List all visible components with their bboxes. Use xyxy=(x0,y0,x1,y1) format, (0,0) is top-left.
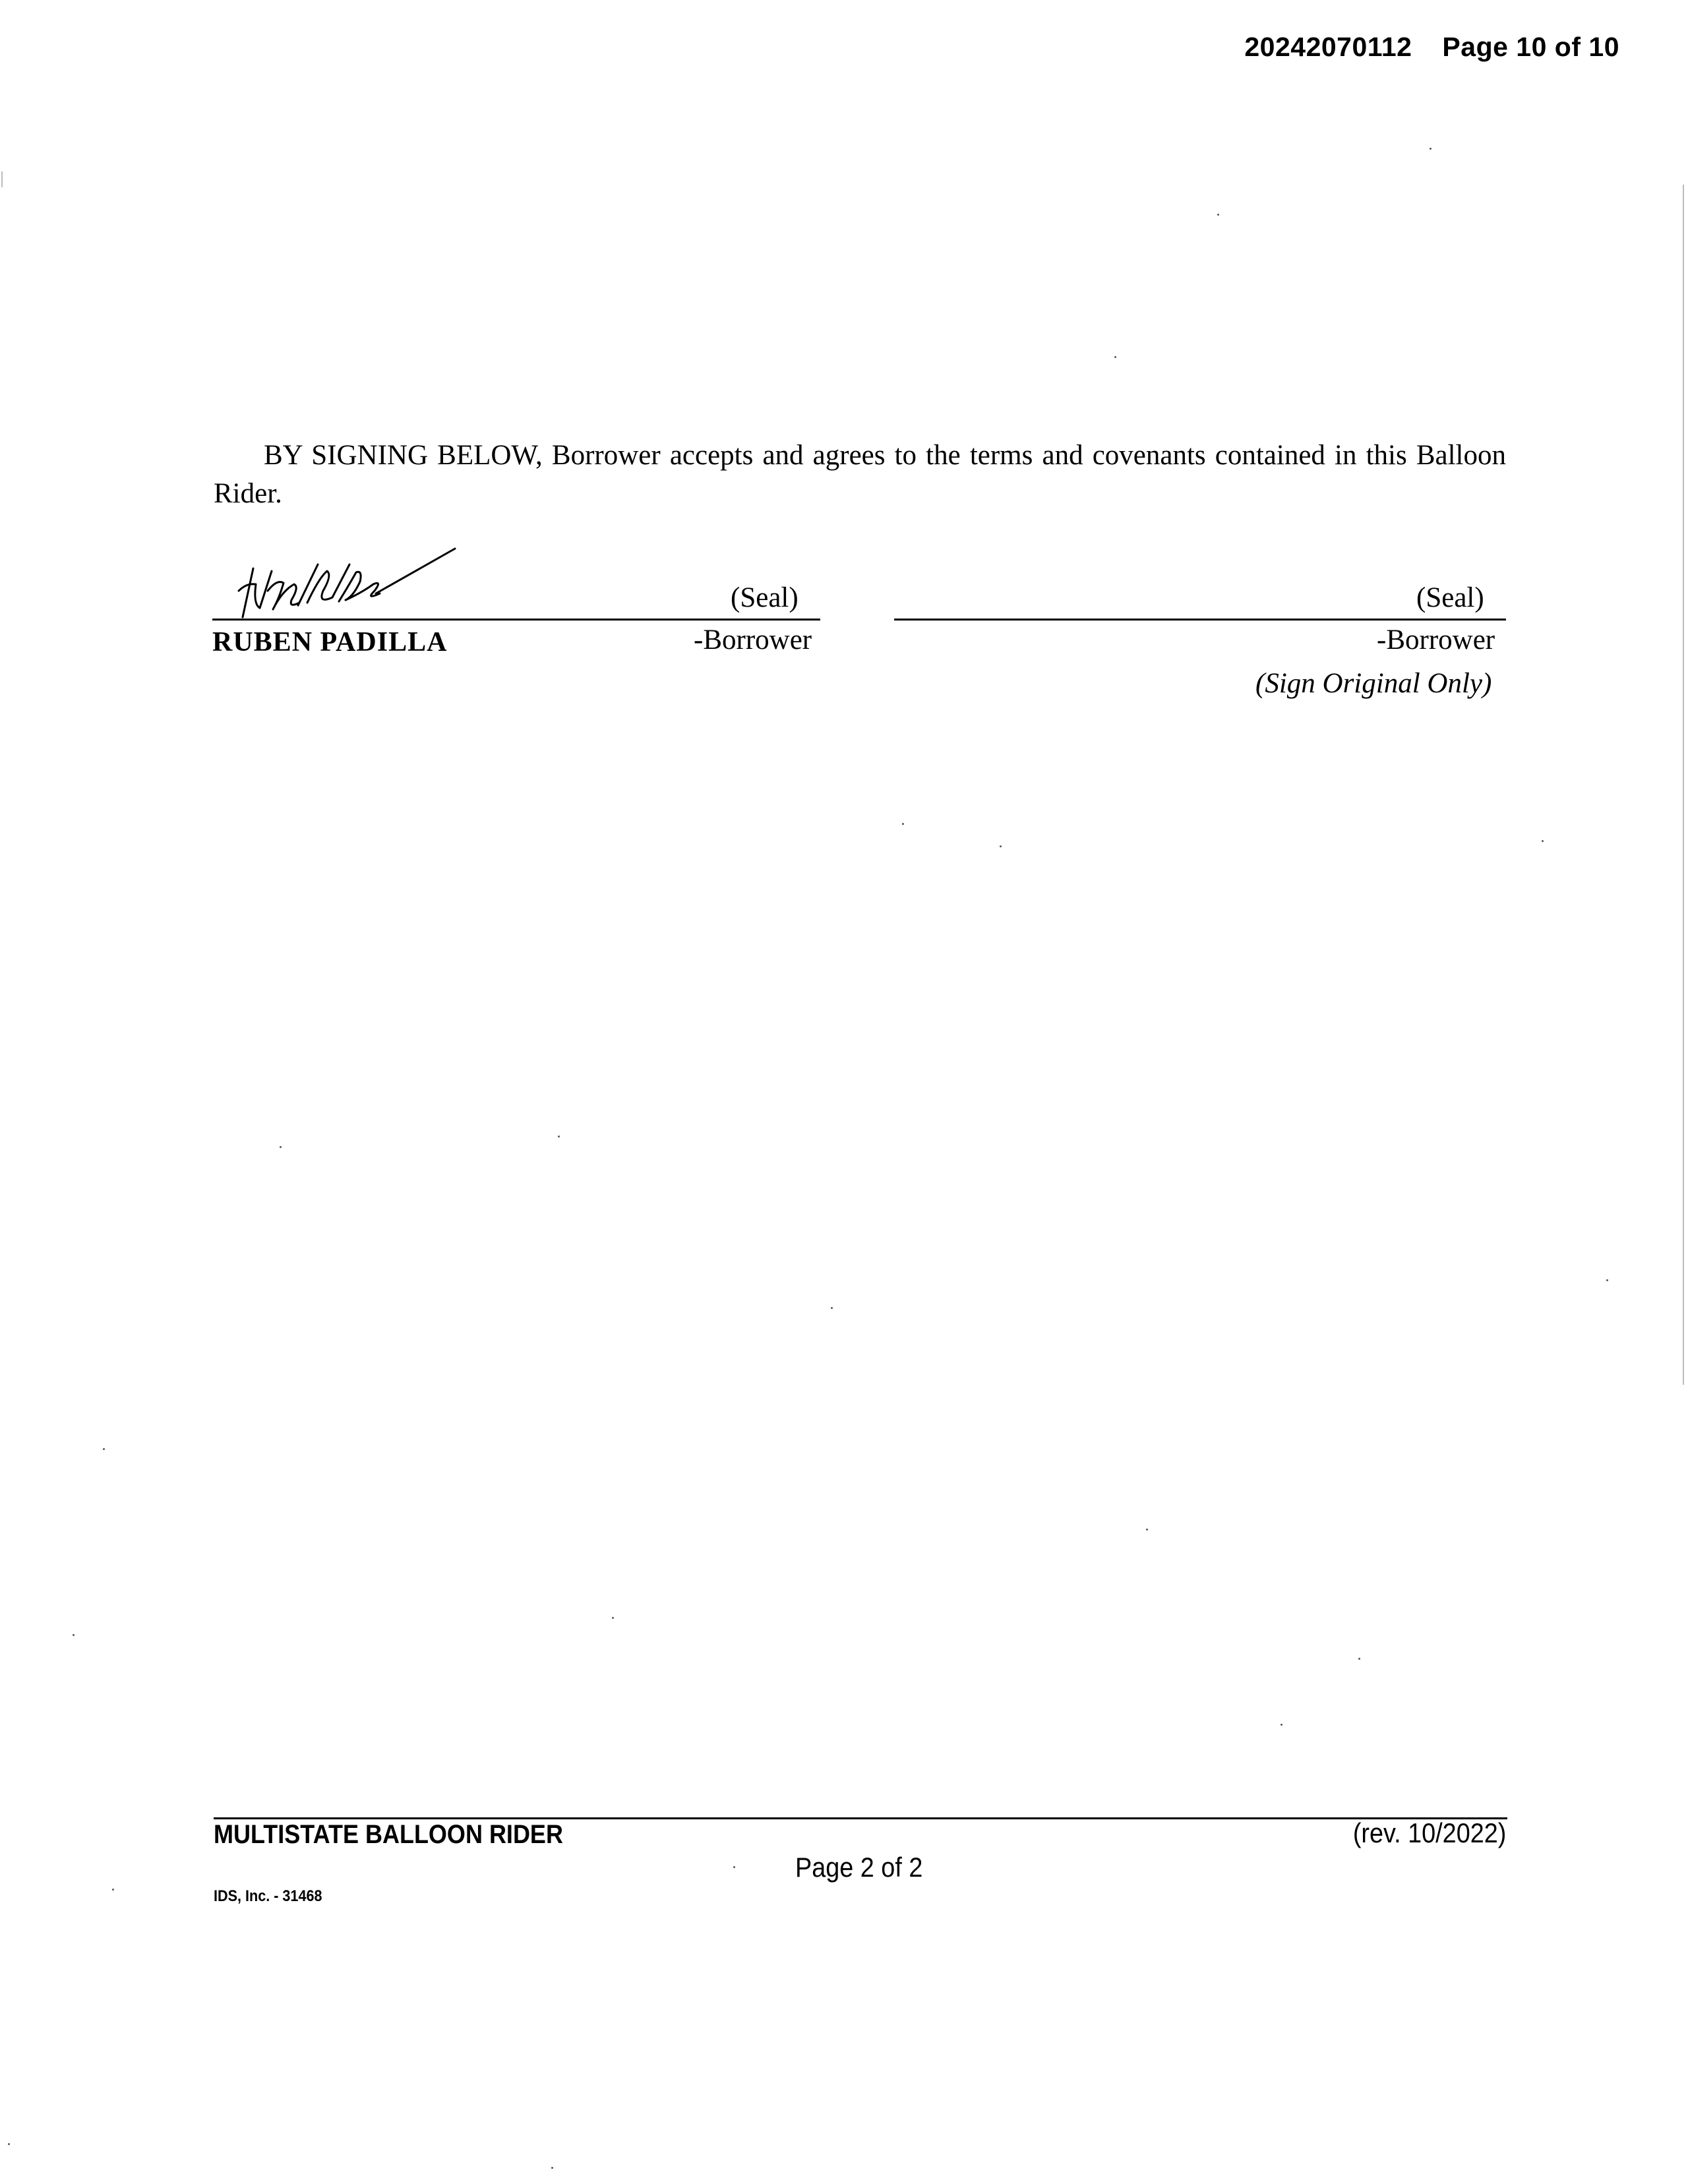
scan-speck xyxy=(280,1146,282,1148)
scan-speck xyxy=(1146,1529,1148,1531)
scan-speck xyxy=(1281,1724,1282,1726)
scan-speck xyxy=(8,2143,10,2145)
form-page-number: Page 2 of 2 xyxy=(795,1852,923,1883)
recording-stamp xyxy=(1244,32,1619,63)
scan-speck xyxy=(1217,214,1219,216)
page-indicator: Page 10 of 10 xyxy=(1442,32,1619,62)
seal-label-right: (Seal) xyxy=(1416,582,1484,613)
scan-speck xyxy=(1606,1279,1608,1281)
seal-label-left: (Seal) xyxy=(731,582,799,613)
recording-number: 20242070112 xyxy=(1244,32,1412,62)
scan-speck xyxy=(551,2167,553,2169)
scan-speck xyxy=(612,1617,614,1619)
form-vendor-id: IDS, Inc. - 31468 xyxy=(214,1887,322,1905)
scan-speck xyxy=(73,1634,75,1636)
signature-line-right xyxy=(894,619,1506,621)
signature-line-left xyxy=(212,619,820,621)
borrower-name: RUBEN PADILLA xyxy=(212,627,448,657)
scan-edge-mark xyxy=(1683,185,1684,1385)
scan-speck xyxy=(558,1136,560,1138)
scan-speck xyxy=(1430,148,1432,150)
scan-speck xyxy=(103,1448,105,1450)
scan-speck xyxy=(1114,356,1116,358)
borrower-role-right: -Borrower xyxy=(1377,624,1495,655)
scan-speck xyxy=(733,1866,735,1868)
sign-original-note: (Sign Original Only) xyxy=(1255,668,1492,699)
borrower-role-left: -Borrower xyxy=(694,624,812,655)
footer-rule xyxy=(214,1817,1507,1819)
borrower-signature-image xyxy=(233,545,458,624)
scan-speck xyxy=(112,1889,114,1891)
scan-edge-mark xyxy=(1,171,3,187)
scan-speck xyxy=(1358,1658,1360,1660)
scan-speck xyxy=(1000,845,1002,847)
scan-speck xyxy=(831,1307,833,1309)
agreement-paragraph: BY SIGNING BELOW, Borrower accepts and agrees to the terms and covenants contained in this Balloon Rider. xyxy=(214,440,1506,509)
form-revision: (rev. 10/2022) xyxy=(1352,1817,1506,1848)
scan-speck xyxy=(1542,840,1544,842)
scan-speck xyxy=(902,823,904,825)
form-title: MULTISTATE BALLOON RIDER xyxy=(214,1820,563,1849)
